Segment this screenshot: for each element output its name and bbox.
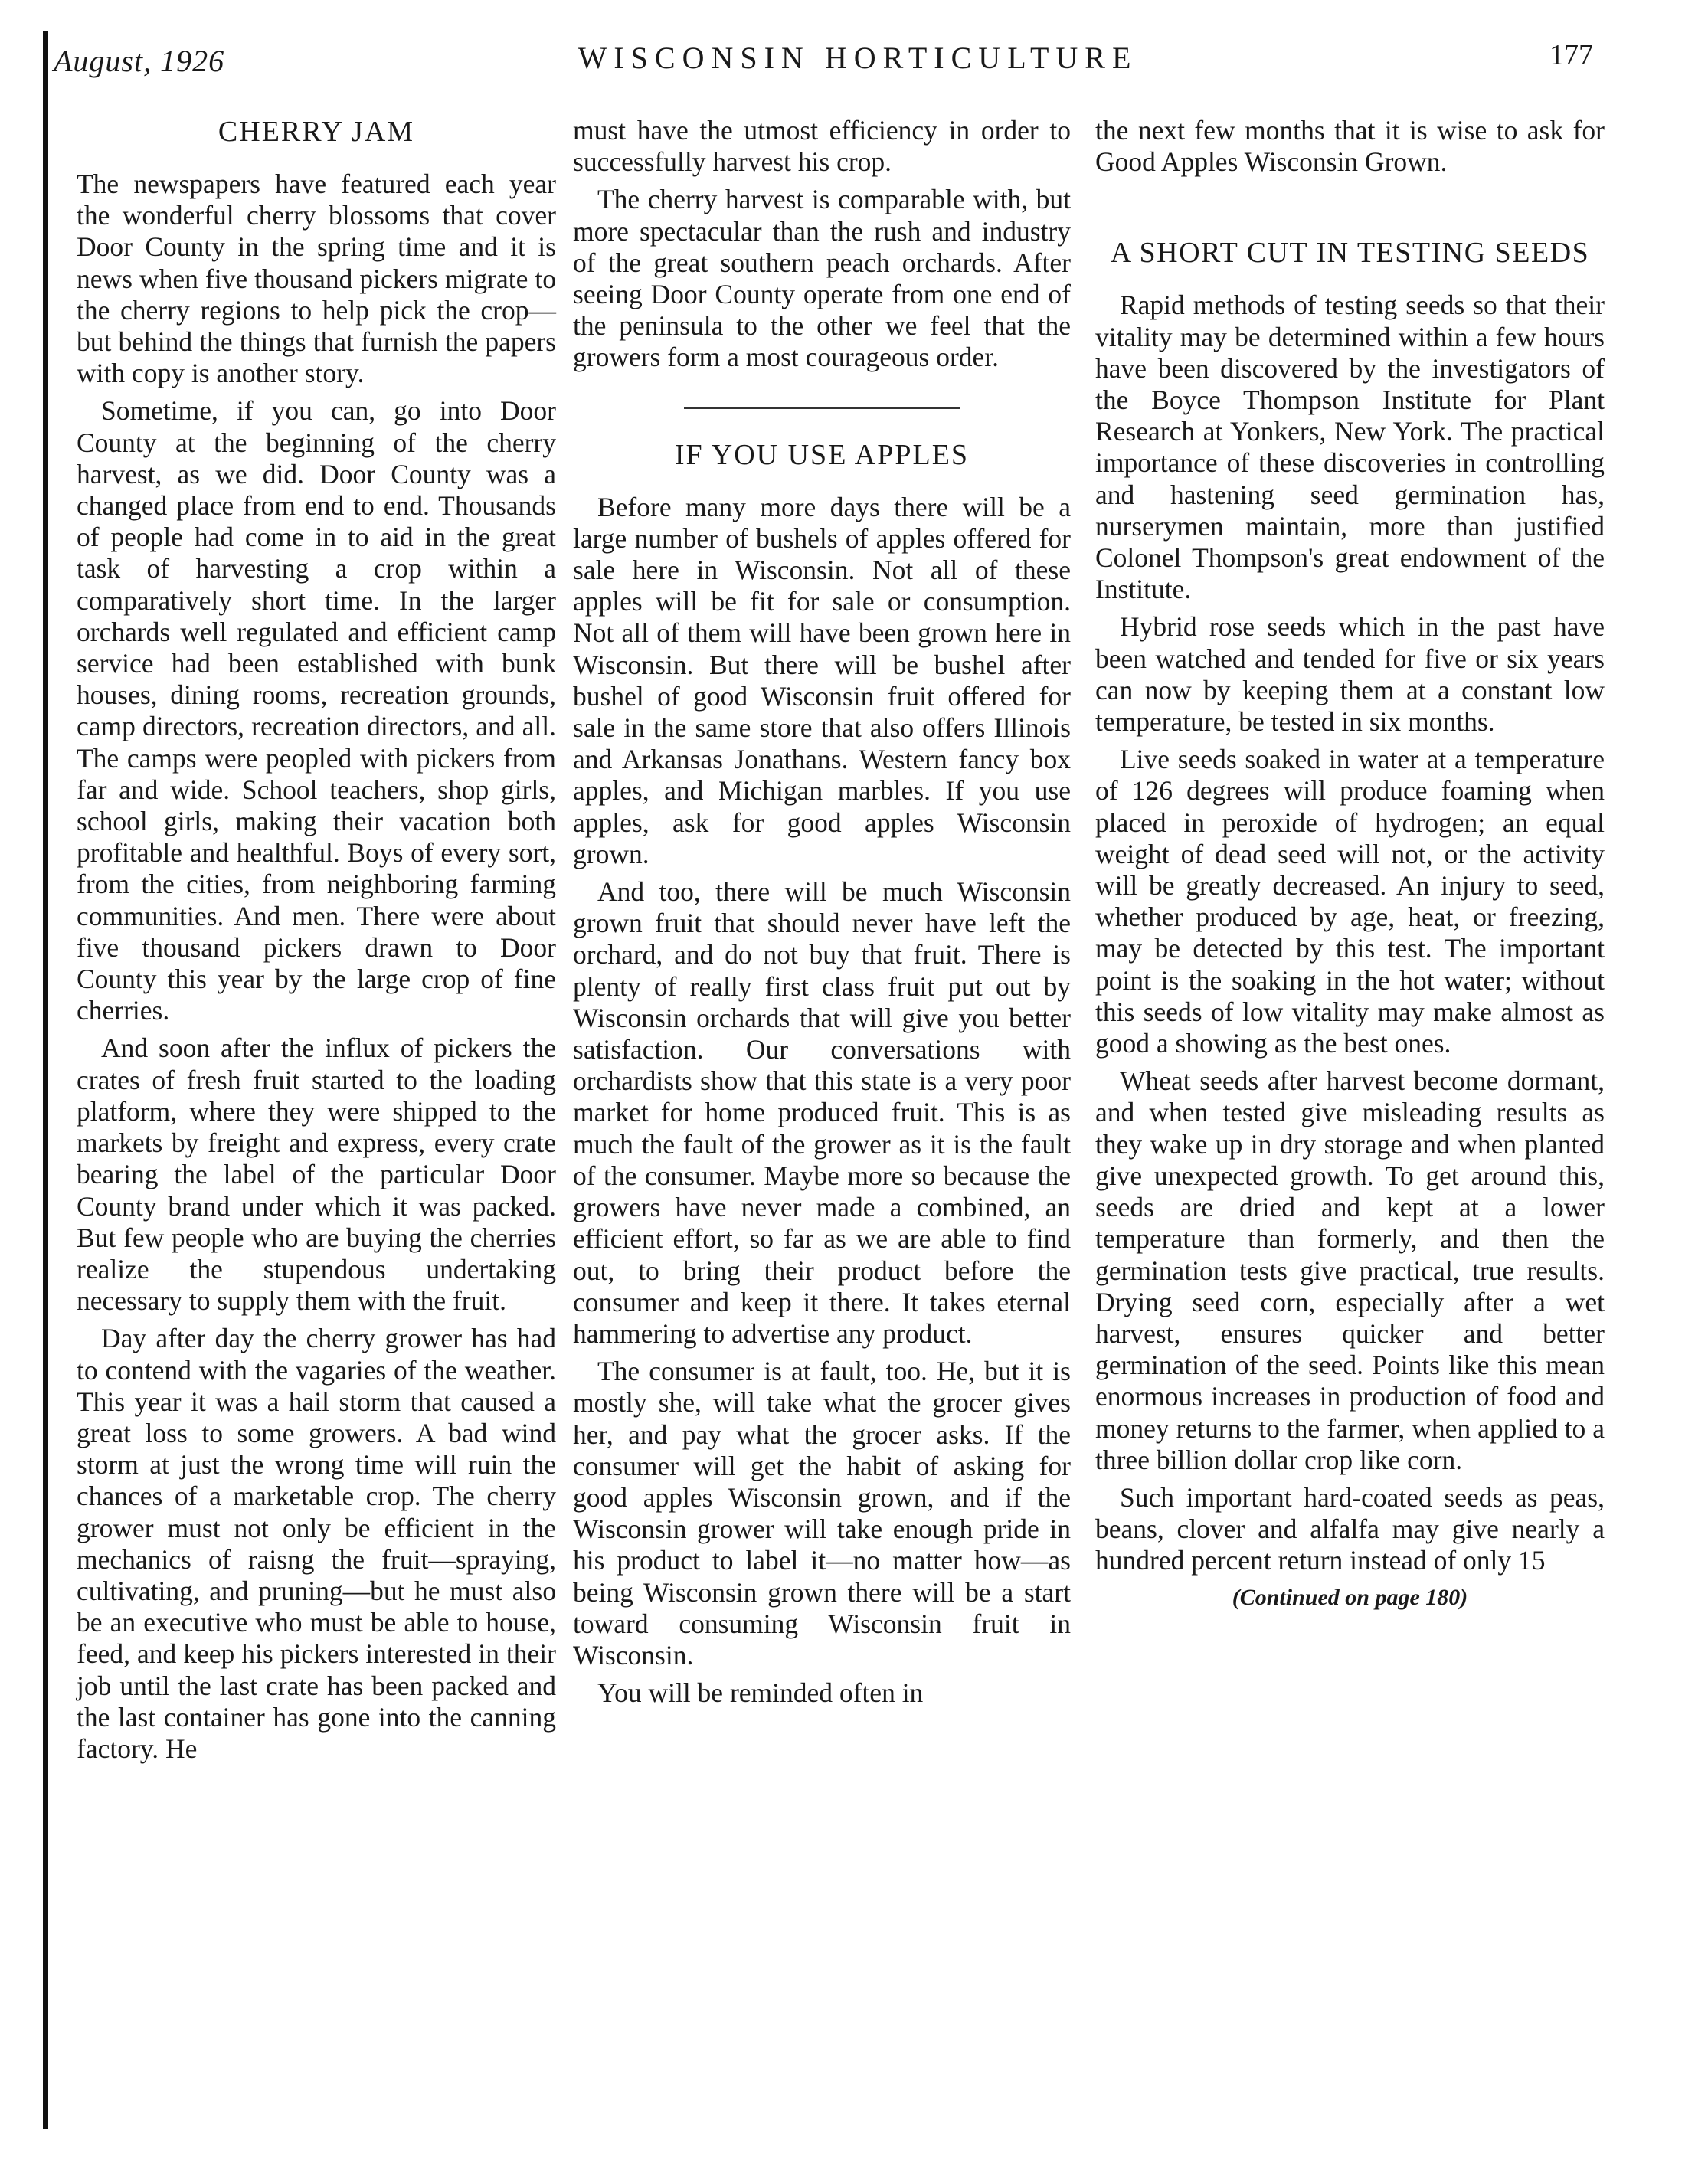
issue-date: August, 1926 xyxy=(54,44,225,78)
paragraph: Wheat seeds after harvest become dormant, and when tested give misleading results as they wake up in dry storage and when planted give unexpected growth. To get around this, seeds are dried and kept at a lower temperature than formerly, and then the germination tests give practical, true results. Drying seed corn, especially after a wet harvest, ensures quicker and better germination of the seed. Points like this mean enormous increases in production of food and money returns to the farmer, when applied to a three billion dollar crop like corn. xyxy=(1095,1065,1605,1475)
article-title-apples: IF YOU USE APPLES xyxy=(674,438,970,471)
paragraph: And soon after the influx of pickers the crates of fresh fruit started to the loading platform, where they were shipped to the markets by freight and express, every crate bearing the label of the particular Door County brand under which it was packed. But few people who are buying the cherries realize the stupendous undertaking necessary to supply them with the fruit. xyxy=(77,1032,556,1317)
paragraph: Such important hard-coated seeds as peas, beans, clover and alfalfa may give nearly a hundred percent return instead of only 15 xyxy=(1095,1481,1605,1576)
page-number: 177 xyxy=(1549,39,1593,71)
paragraph: Before many more days there will be a large number of bushels of apples offered for sale here in Wisconsin. Not all of these apples will be fit for sale or consumption. Not all of them will have been grown here in Wisconsin. But there will be bushel after bushel of good Wisconsin fruit offered for sale in the same store that also offers Illinois and Arkansas Jonathans. Western fancy box apples, and Michigan marbles. If you use apples, ask for good apples Wisconsin grown. xyxy=(573,491,1071,869)
paragraph: You will be reminded often in xyxy=(597,1677,924,1709)
section-divider xyxy=(684,407,960,409)
paragraph: Day after day the cherry grower has had to contend with the vagaries of the weather. This year it was a hail storm that caused a great loss to some growers. A bad wind storm at just the wrong time will ruin the chances of a marketable crop. The cherry grower must not only be efficient in the mechanics of raisng the fruit—spraying, cultivating, and pruning—but he must also be an executive who must be able to house, feed, and keep his pickers interested in their job until the last crate has been packed and the last container has gone into the canning factory. He xyxy=(77,1323,556,1764)
continued-note: (Continued on page 180) xyxy=(1232,1584,1468,1610)
paragraph: The newspapers have featured each year the wonderful cherry blossoms that cover Door County in the spring time and it is news when five thousand pickers migrate to the cherry regions to help pick the crop—but behind the things that furnish the papers with copy is another story. xyxy=(77,169,556,389)
article-title-seeds: A SHORT CUT IN TESTING SEEDS xyxy=(1110,237,1590,270)
page-header xyxy=(54,38,1593,84)
column-1 xyxy=(77,115,556,1771)
column-2 xyxy=(573,115,1071,1715)
column-3 xyxy=(1095,115,1605,1613)
left-margin-rule xyxy=(43,31,48,2129)
paragraph: Sometime, if you can, go into Door County at the beginning of the cherry harvest, as we did. Door County was a changed place from end to end. Thousands of people had come in to aid in the great task of harvesting a crop within a comparatively short time. In the larger orchards well regulated and efficient camp service had been established with bunk houses, dining rooms, recreation grounds, camp directors, recreation directors, and all. The camps were peopled with pickers from far and wide. School teachers, shop girls, school girls, making their vacation both profitable and healthful. Boys of every sort, from the cities, from neighboring farming communities. And men. There were about five thousand pickers drawn to Door County this year by the large crop of fine cherries. xyxy=(77,395,556,1026)
paragraph: And too, there will be much Wisconsin grown fruit that should never have left the orchard, and do not buy that fruit. There is plenty of really first class fruit put out by Wisconsin orchards that will give you better satisfaction. Our conversations with orchardists show that this state is a very poor market for home produced fruit. This is as much the fault of the grower as it is the fault of the consumer. Maybe more so because the growers have never made a combined, an efficient effort, so far as we are able to find out, to bring their product before the consumer and keep it there. It takes eternal hammering to advertise any product. xyxy=(573,876,1071,1349)
paragraph: Live seeds soaked in water at a temperature of 126 degrees will produce foaming when placed in peroxide of hydrogen; an equal weight of dead seed will not, or the activity will be greatly decreased. An injury to seed, whether produced by age, heat, or freezing, may be detected by this test. The important point is the soaking in the hot water; without this seeds of low vitality may make almost as good a showing as the best ones. xyxy=(1095,744,1605,1059)
paragraph: Hybrid rose seeds which in the past have been watched and tended for five or six years can now by keeping them at a constant low temperature, be tested in six months. xyxy=(1095,611,1605,738)
paragraph: The cherry harvest is comparable with, but more spectacular than the rush and industry of the great southern peach orchards. After seeing Door County operate from one end of the peninsula to the other we feel that the growers form a most courageous order. xyxy=(573,184,1071,373)
publication-title: WISCONSIN HORTICULTURE xyxy=(578,41,1138,75)
article-title-cherry-jam: CHERRY JAM xyxy=(218,116,415,148)
paragraph-continued: the next few months that it is wise to ask for Good Apples Wisconsin Grown. xyxy=(1095,115,1605,178)
paragraph: Rapid methods of testing seeds so that their vitality may be determined within a few hours have been discovered by the investigators of the Boyce Thompson Institute for Plant Research at Yonkers, New York. The practical importance of these discoveries in controlling and hastening seed germination has, nurserymen maintain, more than justified Colonel Thompson's great endowment of the Institute. xyxy=(1095,290,1605,605)
paragraph-continued: must have the utmost efficiency in order to successfully harvest his crop. xyxy=(573,115,1071,178)
paragraph: The consumer is at fault, too. He, but it is mostly she, will take what the grocer gives her, and pay what the grocer asks. If the consumer will get the habit of asking for good apples Wisconsin grown, and if the Wisconsin grower will take enough pride in his product to label it—no matter how—as being Wisconsin grown there will be a start toward consuming Wisconsin fruit in Wisconsin. xyxy=(573,1356,1071,1671)
